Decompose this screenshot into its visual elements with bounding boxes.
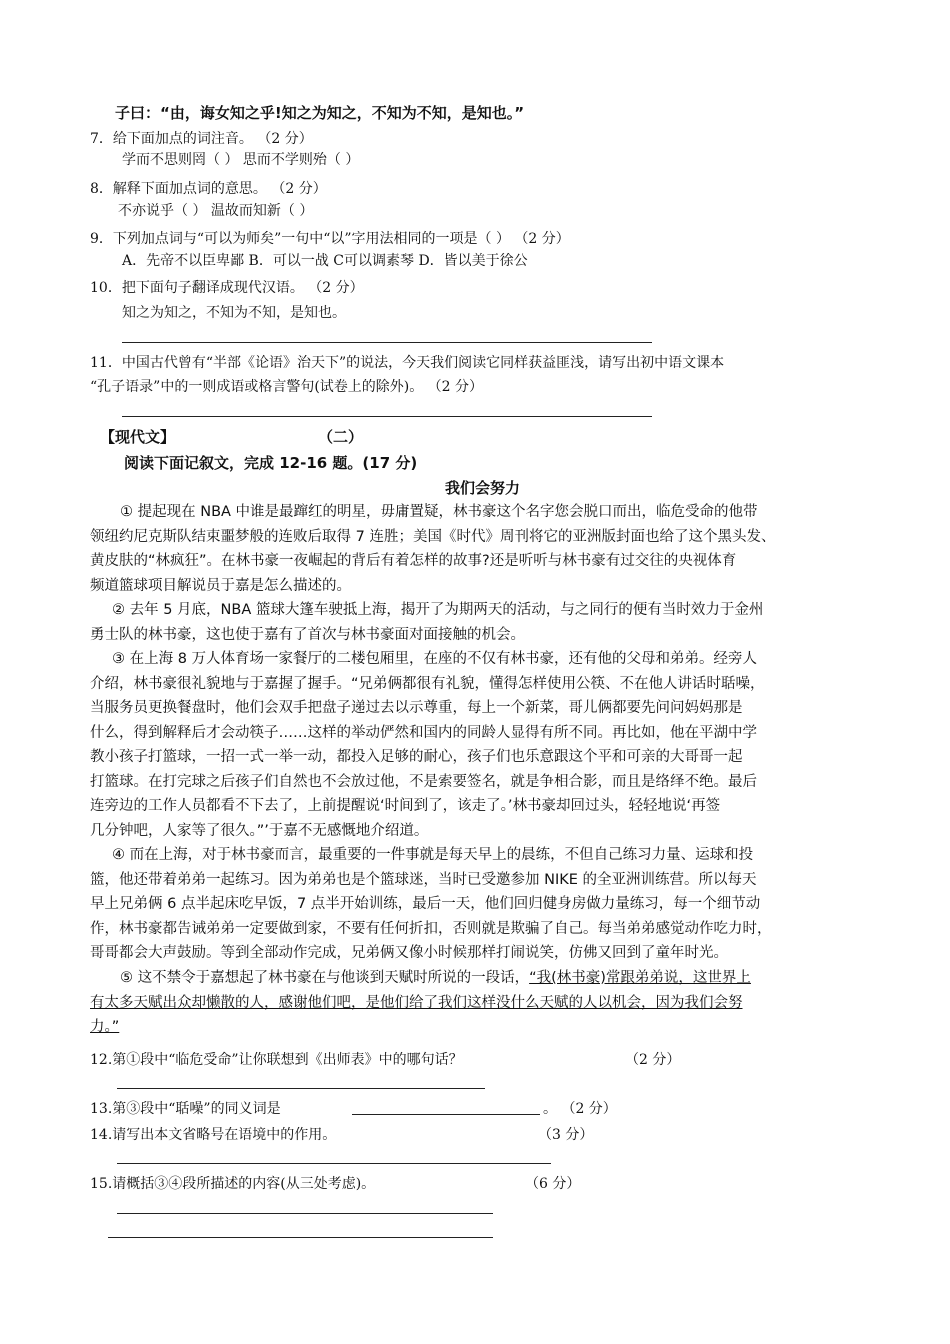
answer-line-13 bbox=[352, 1114, 540, 1115]
question-10-sentence: 知之为知之，不知为不知，是知也。 bbox=[122, 305, 346, 321]
question-13: 13.第③段中“聒噪”的同义词是 bbox=[90, 1101, 281, 1117]
question-15: 15.请概括③④段所描述的内容(从三处考虑)。 bbox=[90, 1176, 376, 1192]
underlined-quote-end: 力。” bbox=[90, 1019, 120, 1035]
article-paragraph-1: ① 提起现在 NBA 中谁是最蹿红的明星，毋庸置疑，林书豪这个名字您会脱口而出，临危受命的他带 bbox=[120, 504, 758, 520]
article-paragraph-5: ⑤ 这不禁令于嘉想起了林书豪在与他谈到天赋时所说的一段话，“我(林书豪)常跟弟弟说，这世界上 bbox=[120, 970, 751, 986]
question-8: 8．解释下面加点词的意思。 （2 分） bbox=[90, 181, 327, 197]
underlined-quote-start: “我(林书豪)常跟弟弟说，这世界上 bbox=[529, 970, 751, 986]
question-9: 9．下列加点词与“可以为师矣”一句中“以”字用法相同的一项是（ ） （2 分） bbox=[90, 231, 570, 247]
article-paragraph-4-cont: 篮，他还带着弟弟一起练习。因为弟弟也是个篮球迷，当时已受邀参加 NIKE 的全亚洲训练营。所以每天 早上兄弟俩 6 点半起床吃早饭，7 点半开始训练，最后一天，他们回归健身房做力量练习，每一个细节动 作，林书豪都告诫弟弟一定要做到家，不要有任何折扣，否则就是欺骗了自己。每当弟弟感觉动作吃力时， 哥哥都会大声鼓励。等到全部动作完成，兄弟俩又像小时候那样打闹说笑，仿佛又回到了童年时光。 bbox=[90, 871, 772, 961]
article-paragraph-2: ② 去年 5 月底，NBA 篮球大篷车驶抵上海，揭开了为期两天的活动，与之同行的便有当时效力于金州 bbox=[112, 602, 764, 618]
question-14-score: （3 分） bbox=[538, 1127, 594, 1143]
section-number: （二） bbox=[318, 428, 364, 446]
question-14: 14.请写出本文省略号在语境中的作用。 bbox=[90, 1127, 337, 1143]
confucius-quote: 子曰：“由，诲女知之乎!知之为知之，不知为不知，是知也。” bbox=[115, 104, 525, 122]
answer-line-15a bbox=[117, 1213, 493, 1214]
question-10: 10．把下面句子翻译成现代汉语。 （2 分） bbox=[90, 280, 364, 296]
question-12-score: （2 分） bbox=[625, 1052, 681, 1068]
answer-line-11 bbox=[122, 416, 652, 417]
article-paragraph-3-cont: 介绍，林书豪很礼貌地与于嘉握了握手。“兄弟俩都很有礼貌，懂得怎样使用公筷、不在他人讲话时聒噪， 当服务员更换餐盘时，他们会双手把盘子递过去以示尊重，每上一个新菜，哥儿俩都要先问问妈妈那是 什么，得到解释后才会动筷子……这样的举动俨然和国内的同龄人显得有所不同。再比如，他在平湖中学 教小孩子打篮球，一招一式一举一动，都投入足够的耐心，孩子们也乐意跟这个平和可亲的大哥哥一起 打篮球。在打完球之后孩子们自然也不会放过他，不是索要签名，就是争相合影，而且是络绎不绝。最后 连旁边的工作人员都看不下去了，上前提醒说‘时间到了，该走了。’林书豪却回过头，轻轻地说‘再签 几分钟吧，人家等了很久。”’于嘉不无感慨地介绍道。 bbox=[90, 675, 765, 839]
question-11-line1: 11．中国古代曾有“半部《论语》治天下”的说法，今天我们阅读它同样获益匪浅，请写出初中语文课本 bbox=[90, 355, 725, 371]
answer-line-15b bbox=[108, 1237, 493, 1238]
article-paragraph-3: ③ 在上海 8 万人体育场一家餐厅的二楼包厢里，在座的不仅有林书豪，还有他的父母和弟弟。经旁人 bbox=[112, 651, 758, 667]
article-paragraph-5-cont bbox=[90, 991, 870, 1040]
question-9-options: A．先帝不以臣卑鄙 B．可以一战 C可以调素琴 D．皆以美于徐公 bbox=[122, 253, 528, 269]
question-11-line2: “孔子语录”中的一则成语或格言警句(试卷上的除外)。 （2 分） bbox=[90, 379, 484, 395]
question-15-score: （6 分） bbox=[525, 1176, 581, 1192]
question-7-blanks: 学而不思则罔（ ） 思而不学则殆（ ） bbox=[122, 152, 360, 168]
article-title: 我们会努力 bbox=[445, 479, 521, 497]
article-paragraph-1-cont: 领纽约尼克斯队结束噩梦般的连败后取得 7 连胜；美国《时代》周刊将它的亚洲版封面也给了这个黑头发、 黄皮肤的“林疯狂”。在林书豪一夜崛起的背后有着怎样的故事?还是听听与林书豪有过交往的央视体育 频道篮球项目解说员于嘉是怎么描述的。 bbox=[90, 528, 776, 594]
article-paragraph-4: ④ 而在上海，对于林书豪而言，最重要的一件事就是每天早上的晨练，不但自己练习力量、运球和投 bbox=[112, 847, 754, 863]
answer-line-10 bbox=[122, 342, 652, 343]
question-8-blanks: 不亦说乎（ ） 温故而知新（ ） bbox=[118, 203, 314, 219]
answer-line-12 bbox=[117, 1088, 485, 1089]
question-12: 12.第①段中“临危受命”让你联想到《出师表》中的哪句话？ bbox=[90, 1052, 463, 1068]
question-13-score: 。 （2 分） bbox=[543, 1101, 617, 1117]
underlined-quote-line: 有太多天赋出众却懒散的人，感谢他们吧，是他们给了我们这样没什么天赋的人以机会，因为我们会努 bbox=[90, 994, 743, 1011]
answer-line-14 bbox=[117, 1163, 551, 1164]
question-7: 7．给下面加点的词注音。 （2 分） bbox=[90, 131, 313, 147]
reading-instruction: 阅读下面记叙文，完成 12-16 题。(17 分) bbox=[124, 454, 418, 472]
section-label: 【现代文】 bbox=[100, 428, 176, 446]
article-paragraph-2-cont: 勇士队的林书豪，这也使于嘉有了首次与林书豪面对面接触的机会。 bbox=[90, 626, 525, 643]
